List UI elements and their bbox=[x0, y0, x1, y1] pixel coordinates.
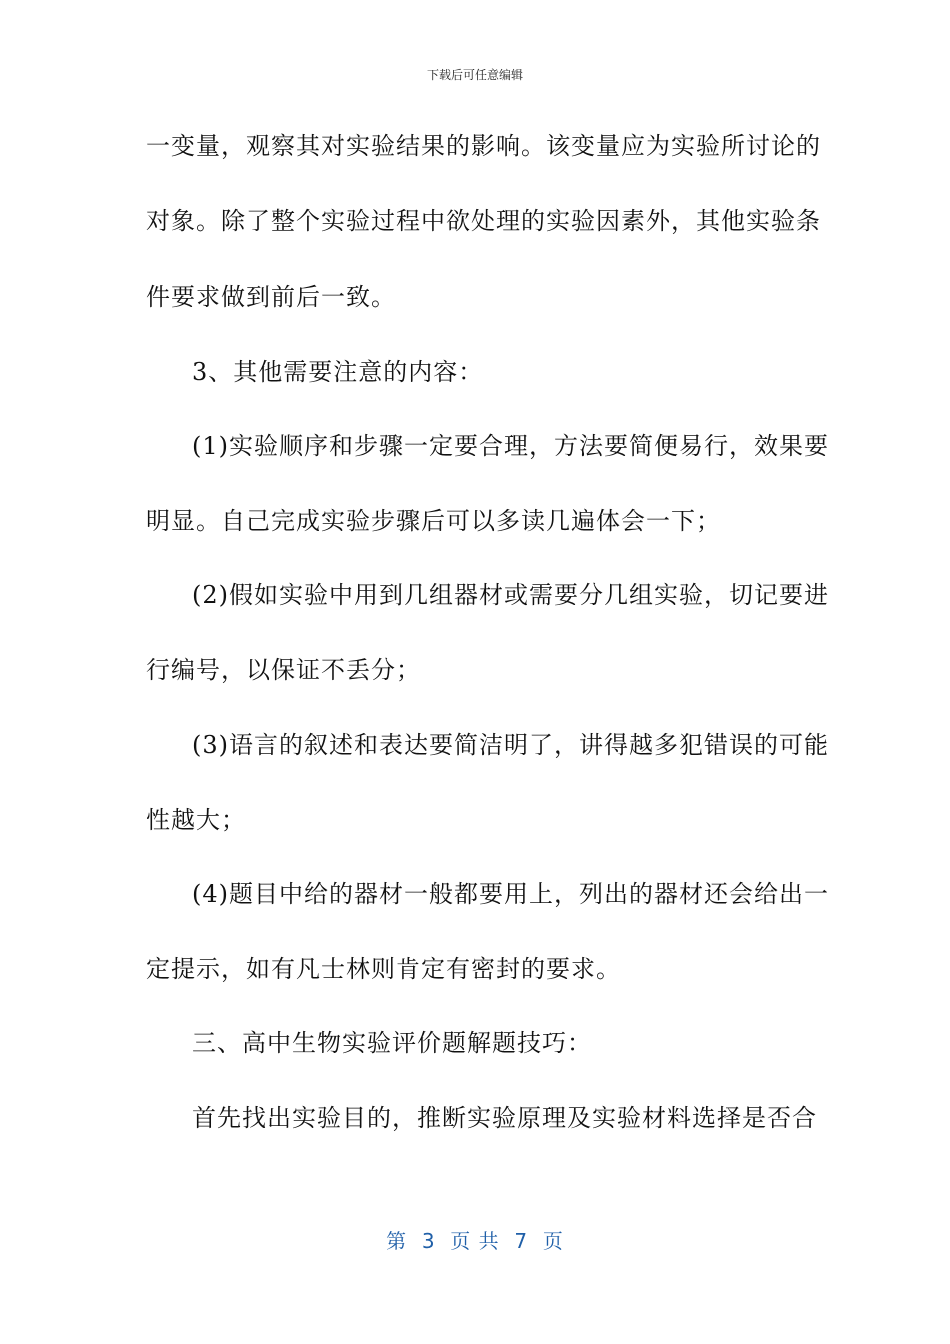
body-line: 一变量，观察其对实验结果的影响。该变量应为实验所讨论的 bbox=[146, 132, 821, 160]
list-item: (3)语言的叙述和表达要简洁明了，讲得越多犯错误的可能 bbox=[192, 731, 829, 759]
section-heading: 3、其他需要注意的内容： bbox=[192, 358, 484, 386]
section-heading: 三、高中生物实验评价题解题技巧： bbox=[192, 1029, 592, 1057]
body-line: 行编号，以保证不丢分； bbox=[146, 656, 421, 684]
body-line: 首先找出实验目的，推断实验原理及实验材料选择是否合 bbox=[192, 1104, 817, 1132]
body-line: 性越大； bbox=[146, 806, 246, 834]
list-item: (1)实验顺序和步骤一定要合理，方法要简便易行，效果要 bbox=[192, 432, 829, 460]
page-header: 下载后可任意编辑 bbox=[426, 68, 523, 82]
body-line: 对象。除了整个实验过程中欲处理的实验因素外，其他实验条 bbox=[146, 207, 821, 235]
list-item: (4)题目中给的器材一般都要用上，列出的器材还会给出一 bbox=[192, 880, 829, 908]
list-item: (2)假如实验中用到几组器材或需要分几组实验，切记要进 bbox=[192, 581, 829, 609]
page-number-footer: 第 3 页 共 7 页 bbox=[386, 1229, 564, 1253]
body-line: 明显。自己完成实验步骤后可以多读几遍体会一下； bbox=[146, 507, 721, 535]
body-line: 件要求做到前后一致。 bbox=[146, 283, 396, 311]
body-line: 定提示，如有凡士林则肯定有密封的要求。 bbox=[146, 955, 621, 983]
